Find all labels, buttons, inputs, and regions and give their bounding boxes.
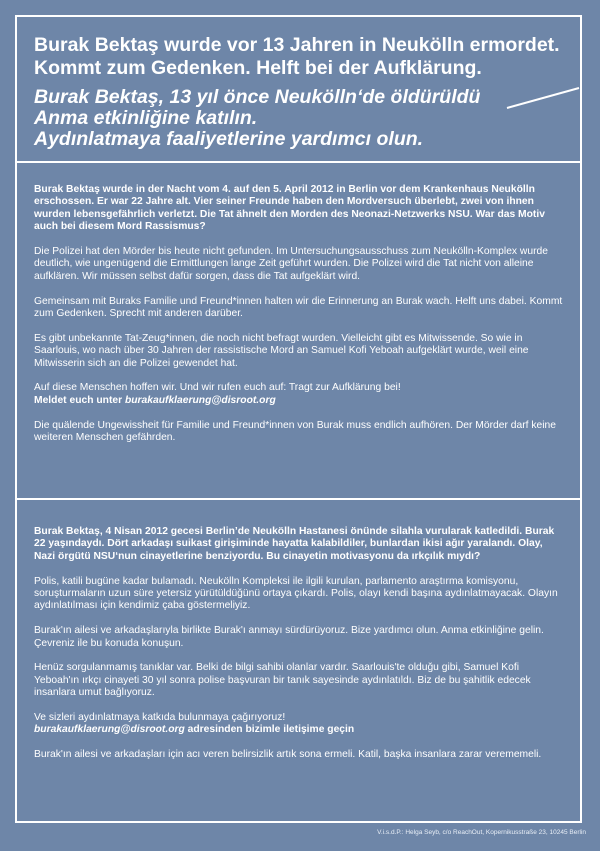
german-paragraph-closing: Die quälende Ungewissheit für Familie und Freund*innen von Burak muss endlich aufhören. Der Mörder darf keine weiteren Menschen gefährden.: [34, 419, 556, 444]
german-email-link[interactable]: burakaufklaerung@disroot.org: [124, 394, 276, 406]
turkish-intro: Burak Bektaş, 4 Nisan 2012 gecesi Berlin’de Neukölln Hastanesi önünde silahla vurularak katledildi. Burak 22 yaşındaydı. Dört arkadaşı suikast girişiminde hayatta kalabildiler, bunlardan ikisi ağır yaralandı. Olay, Nazi örgütü NSU‘nun cinayetlerine benziyordu. Bu cinayetin motivasyonu da ırkçılık mıydı?: [34, 526, 555, 562]
turkish-paragraph-call: [34, 712, 564, 737]
german-section: [34, 184, 564, 457]
section-divider: [15, 498, 582, 500]
german-contact-prefix: Meldet euch unter: [34, 394, 125, 406]
turkish-paragraph-closing: Burak'ın ailesi ve arkadaşları için acı veren belirsizlik artık sona ermeli. Katil, başka insanlara zarar verememeli.: [34, 749, 542, 761]
headline-turkish-line2: Anma etkinliğine katılın.: [34, 107, 258, 129]
headline-turkish-line1: Burak Bektaş, 13 yıl önce Neukölln‘de öldürüldü: [34, 86, 481, 108]
german-paragraph-witnesses: Es gibt unbekannte Tat-Zeug*innen, die noch nicht befragt wurden. Vielleicht gibt es Mitwissende. So wie in Saarlouis, wo nach über 30 Jahren der rassistische Mord an Samuel Kofi Yeboah aufgeklärt wurde, weil eine Mitwisserin sich an die Polizei gewendet hat.: [34, 332, 529, 369]
turkish-contact-suffix: adresinden bizimle iletişime geçin: [184, 724, 355, 736]
turkish-email-link[interactable]: burakaufklaerung@disroot.org: [34, 724, 185, 736]
imprint-footer: V.i.s.d.P.: Helga Seyb, c/o ReachOut, Kopernikusstraße 23, 10245 Berlin: [377, 829, 586, 836]
turkish-call-text: Ve sizleri aydınlatmaya katkıda bulunmaya çağırıyoruz!: [34, 712, 286, 724]
headline-german-line1: Burak Bektaş wurde vor 13 Jahren in Neukölln ermordet.: [34, 34, 560, 56]
headline-turkish: [34, 87, 534, 150]
headline-german: [34, 34, 564, 80]
german-paragraph-call: [34, 382, 564, 407]
german-call-text: Auf diese Menschen hoffen wir. Und wir rufen euch auf: Tragt zur Aufklärung bei!: [34, 382, 401, 394]
turkish-paragraph-police: Polis, katili bugüne kadar bulamadı. Neukölln Kompleksi ile ilgili kurulan, parlamento araştırma komisyonu, soruşturmaların uzun süre yetersiz yürütüldüğünü ortaya çıkardı. Polis, olayı kendi başına aydınlatmayacak. Olayın aydınlatılması için kendimiz çaba göstermeliyiz.: [34, 575, 558, 612]
turkish-paragraph-witnesses: Henüz sorgulanmamış tanıklar var. Belki de bilgi sahibi olanlar vardır. Saarlouis'te olduğu gibi, Samuel Kofi Yeboah'ın ırkçı cinayeti 30 yıl sonra polise başvuran bir tanık sayesinde aydınlatıldı. Biz de bu şahitlik edecek insanlara umut bağlıyoruz.: [34, 662, 531, 699]
turkish-paragraph-memory: Burak'ın ailesi ve arkadaşlarıyla birlikte Burak'ı anmayı sürdürüyoruz. Bize yardımcı olun. Anma etkinliğine gelin. Çevreniz ile bu konuda konuşun.: [34, 625, 544, 649]
turkish-section: [34, 526, 564, 774]
german-paragraph-memory: Gemeinsam mit Buraks Familie und Freund*innen halten wir die Erinnerung an Burak wach. Helft uns dabei. Kommt zum Gedenken. Sprecht mit anderen darüber.: [34, 295, 563, 320]
german-intro: Burak Bektaş wurde in der Nacht vom 4. auf den 5. April 2012 in Berlin vor dem Krankenhaus Neukölln erschossen. Er war 22 Jahre alt. Vier seiner Freunde haben den Mordversuch überlebt, zwei von ihnen wurden lebensgefährlich verletzt. Die Tat ähnelt den Morden des Neonazi-Netzwerks NSU. War das Motiv auch bei diesem Mord Rassismus?: [34, 184, 545, 233]
german-paragraph-police: Die Polizei hat den Mörder bis heute nicht gefunden. Im Untersuchungsausschuss zum Neukölln-Komplex wurde deutlich, wie ungenügend die Ermittlungen lange Zeit geführt wurden. Die Polizei wird die Tat nicht von alleine aufklären. Wir müssen selbst dafür sorgen, dass die Tat aufgeklärt wird.: [34, 246, 548, 282]
headline-german-line2: Kommt zum Gedenken. Helft bei der Aufklärung.: [34, 57, 482, 79]
headline-turkish-line3: Aydınlatmaya faaliyetlerine yardımcı olun.: [34, 128, 424, 150]
